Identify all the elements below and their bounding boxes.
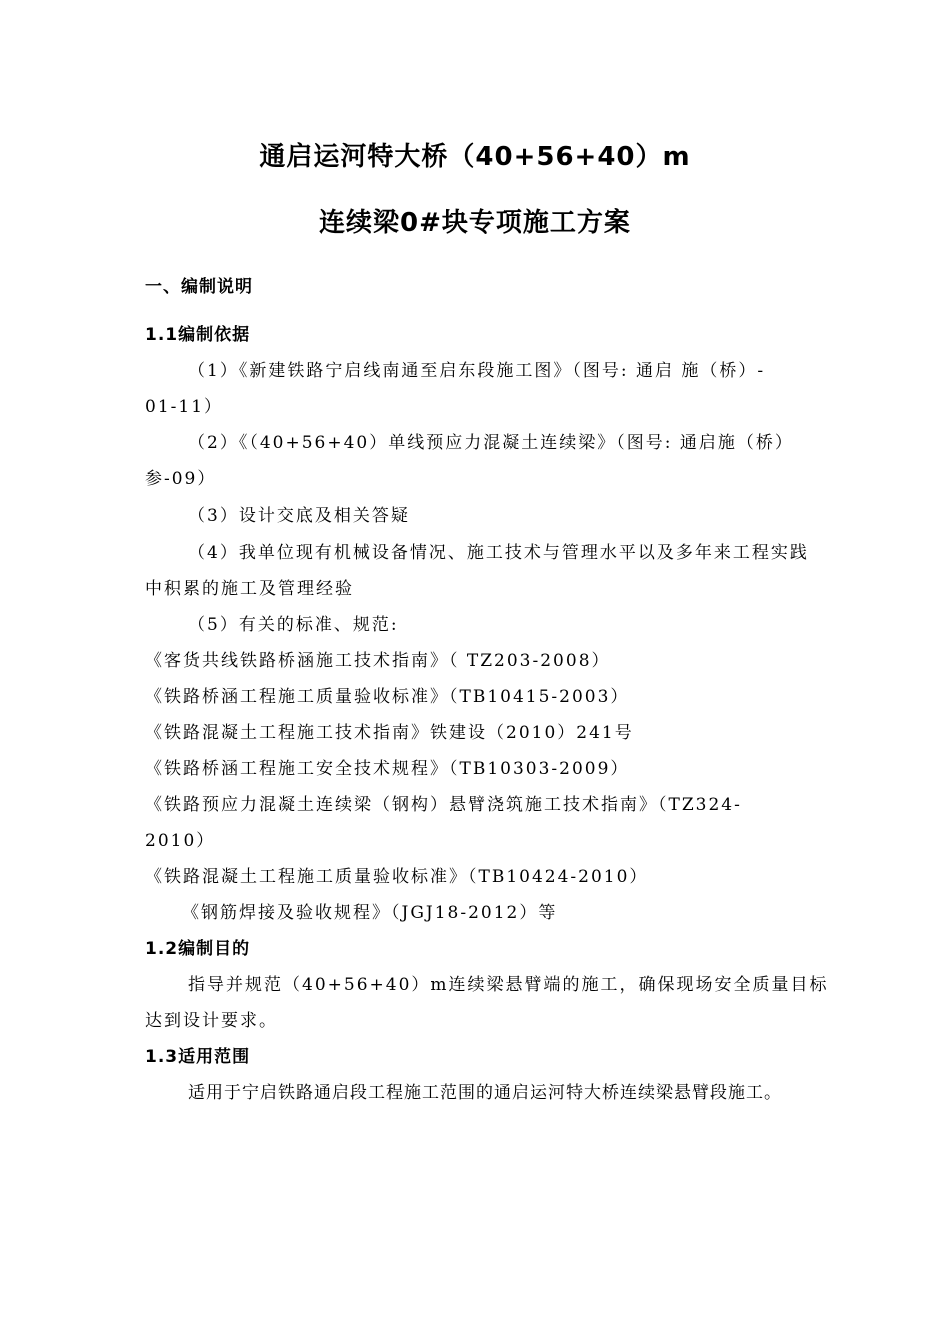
standard-ref-6: 《铁路混凝土工程施工质量验收标准》（TB10424-2010）: [145, 867, 649, 887]
basis-item-3: （3）设计交底及相关答疑: [188, 506, 410, 526]
purpose-text-line-1: 指导并规范（40+56+40）m连续梁悬臂端的施工，确保现场安全质量目标: [188, 975, 829, 995]
basis-item-4-line-2: 中积累的施工及管理经验: [145, 579, 354, 599]
standard-ref-2: 《铁路桥涵工程施工质量验收标准》（TB10415-2003）: [145, 687, 630, 707]
purpose-text-line-2: 达到设计要求。: [145, 1011, 278, 1031]
basis-item-1-line-1: （1）《新建铁路宁启线南通至启东段施工图》（图号: 通启 施（桥）-: [188, 361, 766, 381]
subsection-heading-1-3: 1.3适用范围: [145, 1047, 251, 1067]
basis-item-1-line-2: 01-11）: [145, 397, 224, 417]
standard-ref-7: 《钢筋焊接及验收规程》（JGJ18-2012）等: [182, 903, 558, 923]
basis-item-2-line-1: （2）《（40+56+40）单线预应力混凝土连续梁》（图号: 通启施（桥）: [188, 433, 794, 453]
standard-ref-1: 《客货共线铁路桥涵施工技术指南》（ TZ203-2008）: [145, 651, 611, 671]
document-title-line-2: 连续梁0#块专项施工方案: [319, 208, 631, 238]
basis-item-2-line-2: 参-09）: [145, 469, 217, 489]
basis-item-4-line-1: （4）我单位现有机械设备情况、施工技术与管理水平以及多年来工程实践: [188, 543, 809, 563]
standard-ref-3: 《铁路混凝土工程施工技术指南》铁建设（2010）241号: [145, 723, 634, 743]
standard-ref-5-line-2: 2010）: [145, 831, 216, 851]
subsection-heading-1-1: 1.1编制依据: [145, 325, 251, 345]
document-title-line-1: 通启运河特大桥（40+56+40）m: [259, 142, 691, 172]
basis-item-5: （5）有关的标准、规范:: [188, 615, 399, 635]
standard-ref-4: 《铁路桥涵工程施工安全技术规程》（TB10303-2009）: [145, 759, 630, 779]
standard-ref-5-line-1: 《铁路预应力混凝土连续梁（钢构）悬臂浇筑施工技术指南》（TZ324-: [145, 795, 742, 815]
section-heading-1: 一、编制说明: [145, 277, 253, 297]
subsection-heading-1-2: 1.2编制目的: [145, 939, 251, 959]
scope-text: 适用于宁启铁路通启段工程施工范围的通启运河特大桥连续梁悬臂段施工。: [188, 1083, 782, 1103]
